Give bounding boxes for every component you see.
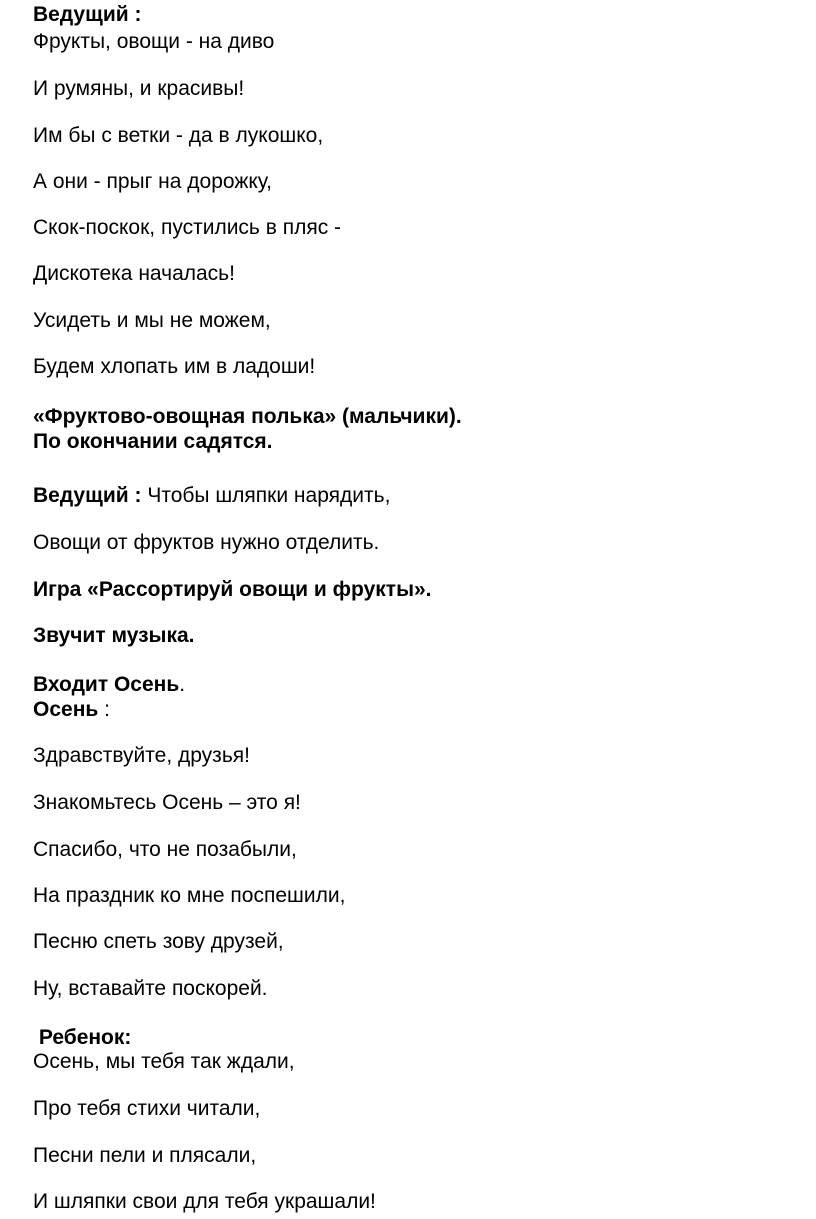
text-line: Знакомьтесь Осень – это я! — [33, 791, 301, 814]
speaker-label: Ведущий : — [33, 3, 142, 26]
text-line: Песню спеть зову друзей, — [33, 930, 284, 953]
text-line: Здравствуйте, друзья! — [33, 744, 250, 767]
stage-direction: По окончании садятся. — [33, 430, 273, 453]
text-line — [33, 698, 110, 722]
line-text: : — [98, 698, 110, 721]
speaker-label: Ребенок: — [33, 1026, 132, 1049]
line-text: Чтобы шляпки нарядить, — [141, 484, 391, 507]
stage-direction: «Фруктово-овощная полька» (мальчики). — [33, 405, 462, 428]
text-line: Песни пели и плясали, — [33, 1144, 257, 1167]
speaker-label: Ведущий : — [33, 484, 142, 507]
text-line: Про тебя стихи читали, — [33, 1097, 261, 1120]
text-line: И румяны, и красивы! — [33, 77, 245, 100]
text-line: Осень, мы тебя так ждали, — [33, 1050, 295, 1073]
text-line: А они - прыг на дорожку, — [33, 170, 273, 193]
stage-direction: Игра «Рассортируй овощи и фрукты». — [33, 578, 432, 601]
text-line: Спасибо, что не позабыли, — [33, 838, 297, 861]
text-line — [33, 484, 390, 508]
stage-direction-rest: . — [179, 673, 186, 696]
text-line: Дискотека началась! — [33, 262, 235, 285]
text-line: И шляпки свои для тебя украшали! — [33, 1190, 376, 1213]
stage-direction-bold: Входит Осень — [33, 673, 180, 696]
text-line: Овощи от фруктов нужно отделить. — [33, 531, 380, 554]
text-line: Фрукты, овощи - на диво — [33, 30, 275, 53]
stage-direction: Звучит музыка. — [33, 624, 195, 647]
text-line: Ну, вставайте поскорей. — [33, 977, 268, 1000]
stage-direction — [33, 673, 185, 697]
text-line: Скок-поскок, пустились в пляс - — [33, 216, 342, 239]
text-line: На праздник ко мне поспешили, — [33, 884, 346, 907]
text-line: Будем хлопать им в ладоши! — [33, 355, 316, 378]
speaker-label: Осень — [33, 698, 99, 721]
text-line: Усидеть и мы не можем, — [33, 309, 271, 332]
text-line: Им бы с ветки - да в лукошко, — [33, 124, 324, 147]
